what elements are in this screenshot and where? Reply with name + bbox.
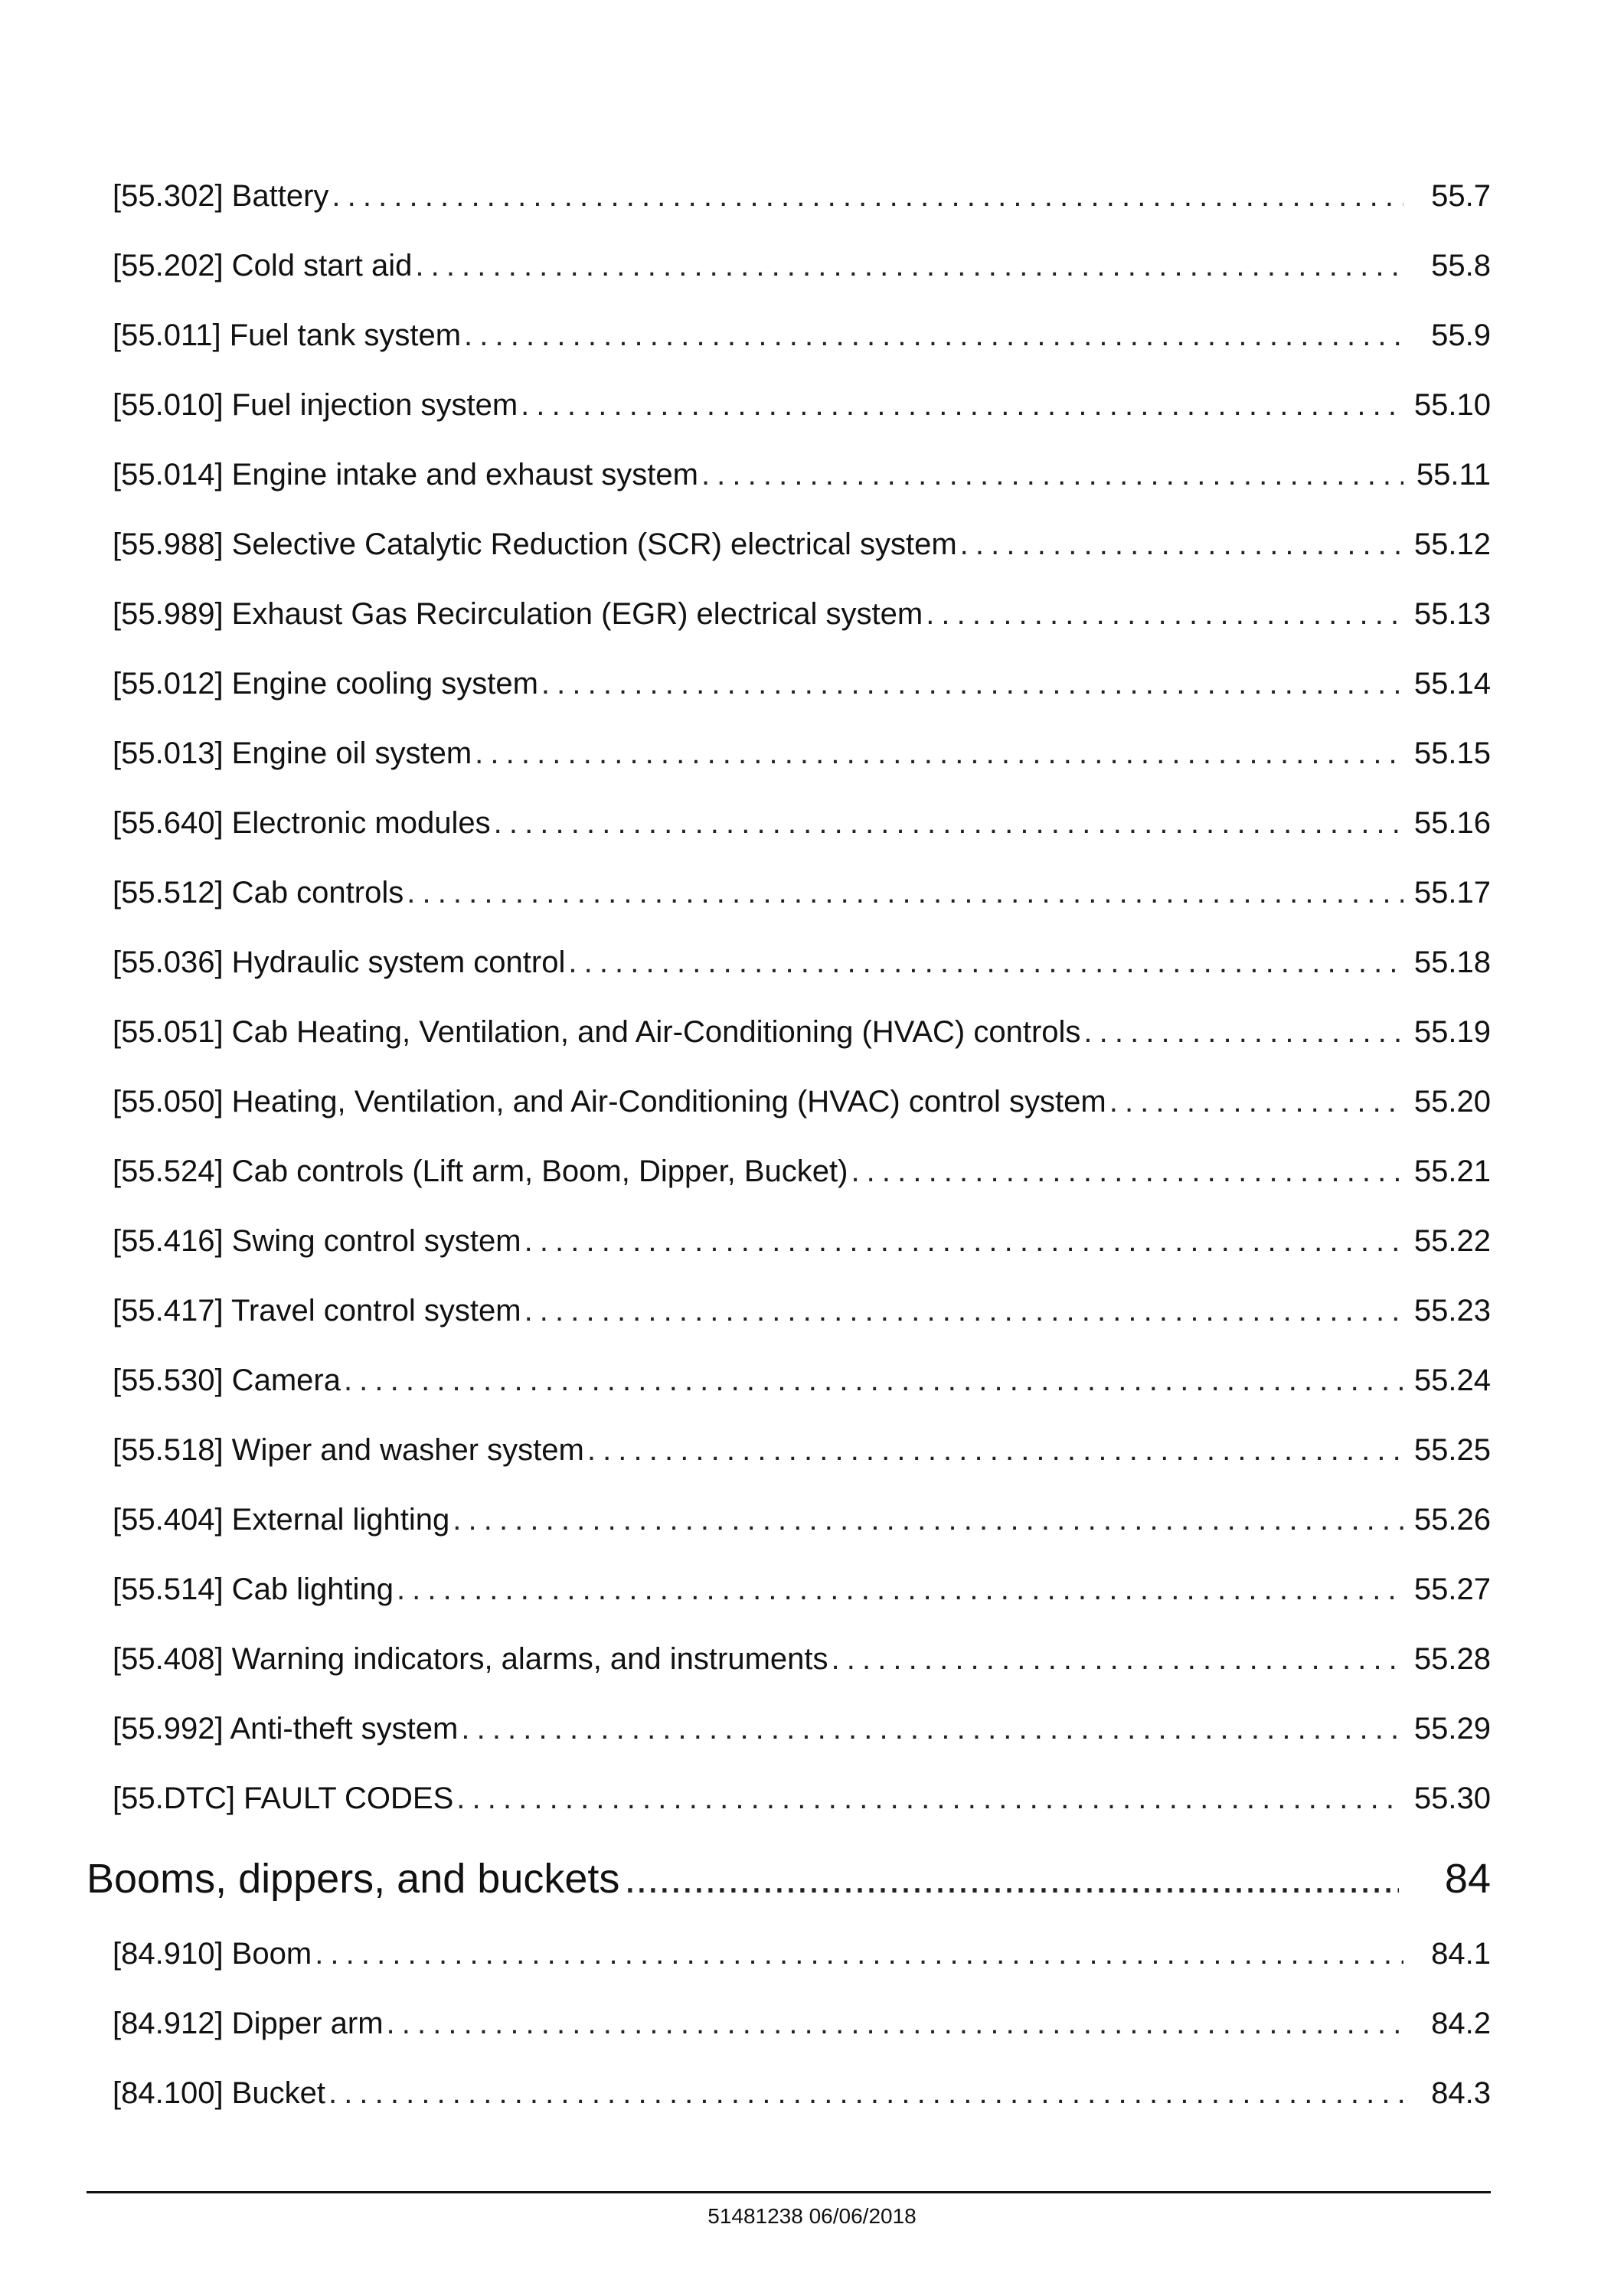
toc-entry[interactable]	[113, 580, 1491, 633]
toc-entry-page: 55.26	[1413, 1503, 1491, 1537]
toc-entry[interactable]	[113, 928, 1491, 981]
toc-entry-page: 55.29	[1413, 1712, 1491, 1746]
toc-entry-page: 55.21	[1413, 1155, 1491, 1188]
toc-entry-label: [55.417] Travel control system	[113, 1294, 521, 1328]
toc-entry[interactable]	[113, 1137, 1491, 1190]
toc-entry-page: 55.30	[1413, 1782, 1491, 1815]
toc-entry-label: [84.100] Bucket	[113, 2076, 325, 2110]
toc-entry-page: 55.12	[1413, 527, 1491, 561]
toc-entry-label: [55.011] Fuel tank system	[113, 318, 462, 352]
toc-section-heading[interactable]	[87, 1842, 1491, 1903]
dot-leader	[475, 734, 1403, 772]
toc-entry-page: 55.25	[1413, 1433, 1491, 1467]
toc-entry-label: [55.530] Camera	[113, 1364, 341, 1397]
toc-entry-page: 55.28	[1413, 1642, 1491, 1676]
footer-divider	[87, 2191, 1491, 2193]
toc-entry[interactable]	[113, 1207, 1491, 1260]
toc-entry[interactable]	[113, 440, 1491, 494]
toc-section-label: Booms, dippers, and buckets	[87, 1856, 620, 1902]
toc-entry-label: [55.524] Cab controls (Lift arm, Boom, Dipper, Bucket)	[113, 1155, 848, 1188]
dot-leader	[328, 2074, 1403, 2112]
toc-entry[interactable]	[113, 1067, 1491, 1121]
toc-entry-page: 55.20	[1413, 1085, 1491, 1119]
dot-leader	[453, 1501, 1403, 1539]
toc-entry-label: [55.512] Cab controls	[113, 876, 404, 910]
toc-entry-page: 55.14	[1413, 667, 1491, 701]
toc-entry[interactable]	[113, 301, 1491, 354]
toc-entry-label: [55.640] Electronic modules	[113, 806, 491, 840]
dot-leader	[524, 1292, 1403, 1330]
toc-entry-label: [84.910] Boom	[113, 1937, 312, 1971]
toc-entry-page: 55.9	[1431, 318, 1491, 352]
toc-entry-label: [55.518] Wiper and washer system	[113, 1433, 584, 1467]
dot-leader	[332, 177, 1403, 215]
toc-entry-label: [55.989] Exhaust Gas Recirculation (EGR) electrical system	[113, 597, 923, 631]
dot-leader	[315, 1935, 1403, 1973]
toc-entry-label: [55.036] Hydraulic system control	[113, 946, 566, 979]
toc-entry-label: [55.012] Engine cooling system	[113, 667, 538, 701]
toc-entry-label: [55.514] Cab lighting	[113, 1573, 394, 1606]
toc-entry[interactable]	[113, 789, 1491, 842]
toc-entry-label: [55.010] Fuel injection system	[113, 388, 518, 422]
dot-leader	[1083, 1013, 1403, 1051]
dot-leader	[960, 525, 1403, 563]
dot-leader	[521, 386, 1403, 424]
toc-entry-label: [55.992] Anti-theft system	[113, 1712, 459, 1746]
toc-entry-page: 55.27	[1413, 1573, 1491, 1606]
toc-entry[interactable]	[113, 162, 1491, 215]
toc-entry[interactable]	[113, 1919, 1491, 1973]
toc-entry-page: 55.19	[1413, 1015, 1491, 1049]
dot-leader	[832, 1640, 1403, 1678]
toc-entry-page: 55.18	[1413, 946, 1491, 979]
toc-entry-page: 55.13	[1413, 597, 1491, 631]
dot-leader	[1109, 1083, 1403, 1121]
dot-leader	[624, 1854, 1399, 1903]
dot-leader	[851, 1152, 1403, 1190]
toc-entry-label: [55.988] Selective Catalytic Reduction (SCR) electrical system	[113, 527, 957, 561]
toc-entry[interactable]	[113, 1416, 1491, 1469]
toc-entry[interactable]	[113, 998, 1491, 1051]
toc-section-page: 84	[1444, 1856, 1491, 1902]
toc-entry-page: 55.10	[1413, 388, 1491, 422]
toc-entry[interactable]	[113, 1625, 1491, 1678]
toc-entry[interactable]	[113, 1555, 1491, 1609]
toc-entry-label: [84.912] Dipper arm	[113, 2007, 384, 2040]
toc-entry-label: [55.013] Engine oil system	[113, 736, 472, 770]
dot-leader	[387, 2004, 1403, 2043]
toc-entry-page: 55.7	[1431, 179, 1491, 213]
dot-leader	[456, 1779, 1403, 1818]
toc-entry-page: 55.15	[1413, 736, 1491, 770]
toc-entry-page: 55.24	[1413, 1364, 1491, 1397]
toc-entry[interactable]	[113, 1989, 1491, 2043]
dot-leader	[415, 247, 1403, 285]
dot-leader	[464, 316, 1403, 354]
toc-entry[interactable]	[113, 1694, 1491, 1748]
dot-leader	[541, 665, 1403, 703]
toc-entry[interactable]	[113, 858, 1491, 912]
toc-entry-page: 55.8	[1431, 249, 1491, 283]
toc-entry-label: [55.DTC] FAULT CODES	[113, 1782, 454, 1815]
toc-entry[interactable]	[113, 231, 1491, 285]
toc-entry-page: 55.11	[1416, 458, 1491, 492]
dot-leader	[568, 943, 1403, 981]
dot-leader	[407, 874, 1403, 912]
toc-entry-label: [55.302] Battery	[113, 179, 329, 213]
toc-entry-label: [55.404] External lighting	[113, 1503, 450, 1537]
toc-entry-page: 55.17	[1413, 876, 1491, 910]
toc-entry-page: 55.16	[1413, 806, 1491, 840]
toc-entry[interactable]	[113, 1485, 1491, 1539]
dot-leader	[344, 1361, 1403, 1399]
toc-entry-page: 84.3	[1431, 2076, 1491, 2110]
dot-leader	[461, 1710, 1403, 1748]
toc-entry[interactable]	[113, 1764, 1491, 1818]
dot-leader	[701, 456, 1403, 494]
toc-entry[interactable]	[113, 719, 1491, 772]
dot-leader	[587, 1431, 1403, 1469]
toc-entry-page: 55.22	[1413, 1224, 1491, 1258]
dot-leader	[494, 804, 1403, 842]
dot-leader	[397, 1570, 1403, 1609]
toc-entry-label: [55.416] Swing control system	[113, 1224, 521, 1258]
toc-entry-page: 84.1	[1431, 1937, 1491, 1971]
toc-entry-label: [55.050] Heating, Ventilation, and Air-Conditioning (HVAC) control system	[113, 1085, 1106, 1119]
toc-entry[interactable]	[113, 2059, 1491, 2112]
dot-leader	[926, 595, 1403, 633]
footer-document-id: 51481238 06/06/2018	[707, 2204, 917, 2228]
toc-entry-label: [55.051] Cab Heating, Ventilation, and Air-Conditioning (HVAC) controls	[113, 1015, 1081, 1049]
toc-entry[interactable]	[113, 510, 1491, 563]
toc-entry-label: [55.014] Engine intake and exhaust system	[113, 458, 698, 492]
dot-leader	[524, 1222, 1403, 1260]
toc-entry-page: 84.2	[1431, 2007, 1491, 2040]
toc-entry[interactable]	[113, 1346, 1491, 1399]
toc-entry[interactable]	[113, 1276, 1491, 1330]
toc-entry-label: [55.408] Warning indicators, alarms, and instruments	[113, 1642, 828, 1676]
toc-entry[interactable]	[113, 371, 1491, 424]
toc-entry-label: [55.202] Cold start aid	[113, 249, 413, 283]
toc-entry[interactable]	[113, 649, 1491, 703]
toc-entry-page: 55.23	[1413, 1294, 1491, 1328]
